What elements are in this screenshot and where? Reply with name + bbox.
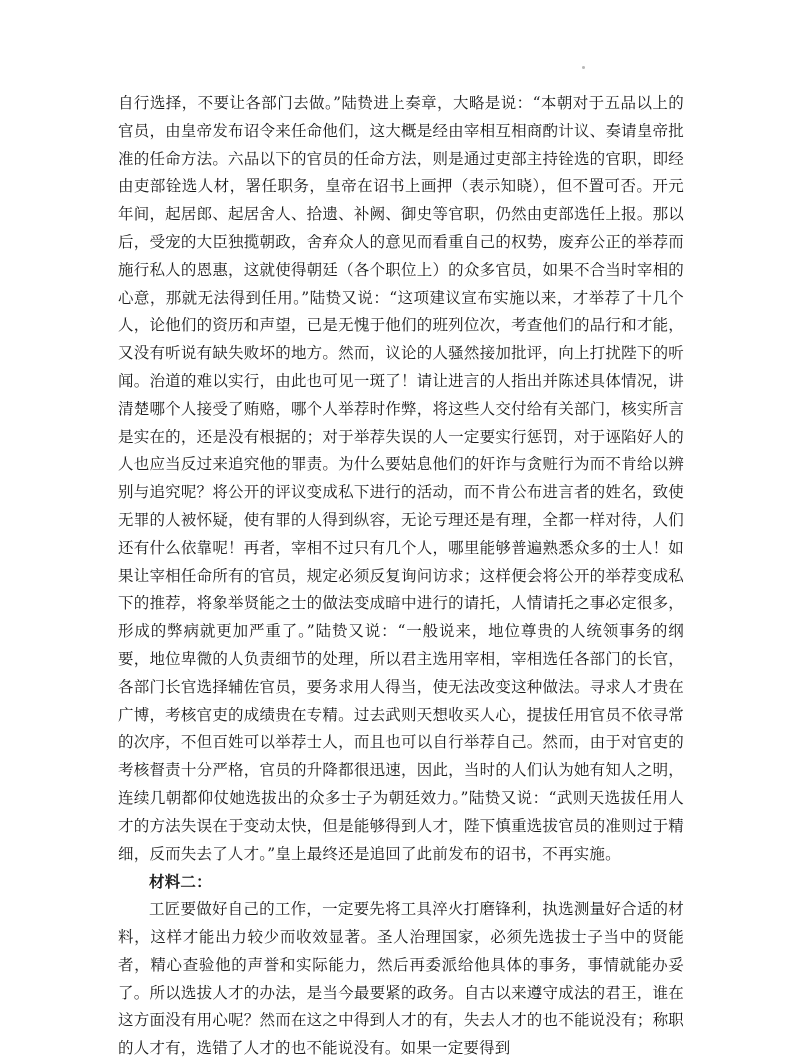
margin-dot bbox=[582, 66, 585, 69]
paragraph-continuation: 自行选择，不要让各部门去做。”陆贽进上奏章，大略是说：“本朝对于五品以上的官员，由皇帝发布诏令来任命他们，这大概是经由宰相互相商酌计议、奏请皇帝批准的任命方法。六品以下的官员的任命方法，则是通过吏部主持铨选的官职，即经由吏部铨选人材，署任职务，皇帝在诏书上画押（表示知晓），但不置可否。开元年间，起居郎、起居舍人、拾遗、补阙、御史等官职，仍然由吏部选任上报。那以后，受宠的大臣独揽朝政，舍弃众人的意见而看重自己的权势，废弃公正的举荐而施行私人的恩惠，这就使得朝廷（各个职位上）的众多官员，如果不合当时宰相的心意，那就无法得到任用。”陆贽又说：“这项建议宣布实施以来，才举荐了十几个人，论他们的资历和声望，已是无愧于他们的班列位次，考查他们的品行和才能，又没有听说有缺失败坏的地方。然而，议论的人骚然接加批评，向上打扰陛下的听闻。治道的难以实行，由此也可见一斑了！请让进言的人指出并陈述具体情况，讲清楚哪个人接受了贿赂，哪个人举荐时作弊，将这些人交付给有关部门，核实所言是实在的，还是没有根据的；对于举荐失误的人一定要实行惩罚，对于诬陷好人的人也应当反过来追究他的罪责。为什么要姑息他们的奸诈与贪赃行为而不肯给以辨别与追究呢？将公开的评议变成私下进行的活动，而不肯公布进言者的姓名，致使无罪的人被怀疑，使有罪的人得到纵容，无论亏理还是有理，全都一样对待，人们还有什么依靠呢！再者，宰相不过只有几个人，哪里能够普遍熟悉众多的士人！如果让宰相任命所有的官员，规定必须反复询问访求；这样便会将公开的举荐变成私下的推荐，将象举贤能之士的做法变成暗中进行的请托，人情请托之事必定很多，形成的弊病就更加严重了。”陆贽又说：“一般说来，地位尊贵的人统领事务的纲要，地位卑微的人负责细节的处理，所以君主选用宰相，宰相选任各部门的长官，各部门长官选择辅佐官员，要务求用人得当，使无法改变这种做法。寻求人才贵在广博，考核官吏的成绩贵在专精。过去武则天想收买人心，提拔任用官员不依寻常的次序，不但百姓可以举荐士人，而且也可以自行举荐自己。然而，由于对官吏的考核督责十分严格，官员的升降都很迅速，因此，当时的人们认为她有知人之明，连续几朝都仰仗她选拔出的众多士子为朝廷效力。”陆贽又说：“武则天选拔任用人才的方法失误在于变动太快，但是能够得到人才，陛下慎重选拔官员的准则过于精细，反而失去了人才。”皇上最终还是追回了此前发布的诏书，不再实施。 bbox=[118, 94, 684, 863]
paragraph-material-2: 工匠要做好自己的工作，一定要先将工具淬火打磨锋利，执选测量好合适的材料，这样才能出力较少而收效显著。圣人治理国家，必须先选拔士子当中的贤能者，精心查验他的声誉和实际能力，然后再委派给他具体的事务，事情就能办妥了。所以选拔人才的办法，是当今最要紧的政务。自古以来遵守成法的君王，谁在这方面没有用心呢？然而在这之中得到人才的有，失去人才的也不能说没有；称职的人才有，选错了人才的也不能说没有。如果一定要得到 bbox=[118, 900, 684, 1058]
section-heading-material-2: 材料二： bbox=[149, 872, 212, 892]
document-body bbox=[118, 90, 684, 1063]
